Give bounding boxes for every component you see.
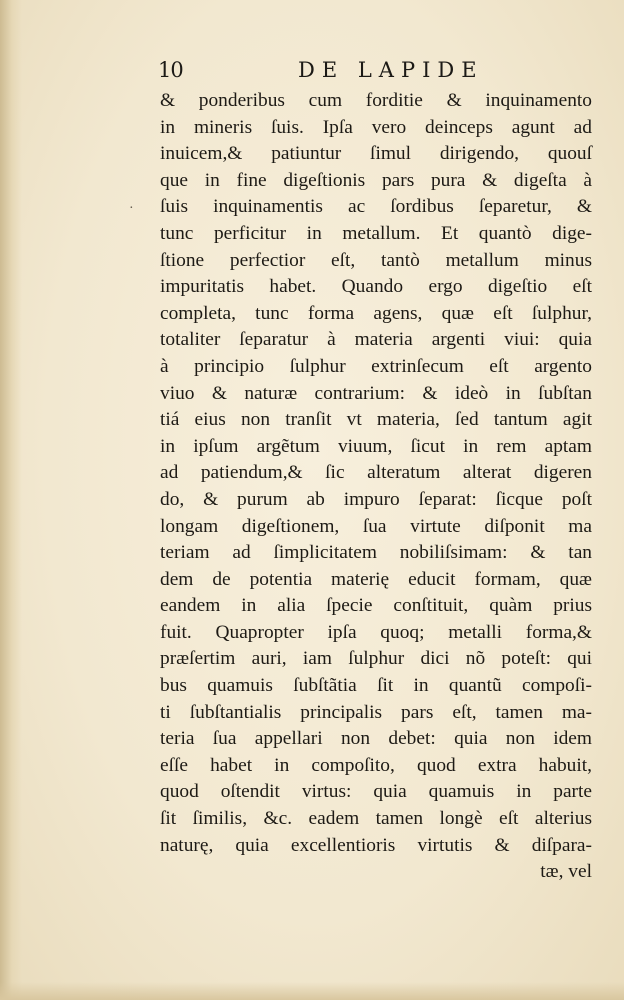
page-number: 10: [158, 58, 183, 82]
text-line: ſuis inquinamentis ac ſordibus ſeparetur, &: [160, 196, 592, 218]
text-line: quod oſtendit virtus: quia quamuis in parte: [160, 781, 592, 803]
running-head: DE LAPIDE: [298, 58, 484, 82]
text-line: & ponderibus cum forditie & inquinamento: [160, 90, 592, 111]
text-line: naturę, quia excellentioris virtutis & diſpara-: [160, 834, 592, 856]
text-line: in mineris ſuis. Ipſa vero deinceps agunt ad: [160, 116, 592, 138]
text-line: dem de potentia materię educit formam, quæ: [160, 568, 592, 590]
text-line: completa, tunc forma agens, quæ eſt ſulphur,: [160, 302, 592, 324]
page-left-edge: [0, 0, 22, 1000]
body-text: [160, 88, 592, 886]
catchword-line: tæ, vel: [540, 861, 592, 883]
text-line: à principio ſulphur extrinſecum eſt argento: [160, 355, 592, 377]
page-header: [158, 54, 593, 88]
text-line: ti ſubſtantialis principalis pars eſt, tamen ma-: [160, 701, 592, 723]
text-line: teria ſua appellari non debet: quia non idem: [160, 728, 592, 750]
text-line: in ipſum argẽtum viuum, ſicut in rem aptam: [160, 435, 592, 457]
text-line: longam digeſtionem, ſua virtute diſponit ma: [160, 515, 592, 537]
text-line: impuritatis habet. Quando ergo digeſtio eſt: [160, 276, 592, 298]
text-line: ſit ſimilis, &c. eadem tamen longè eſt alterius: [160, 808, 592, 830]
page-bottom-edge: [0, 982, 624, 1000]
text-line: eandem in alia ſpecie conſtituit, quàm prius: [160, 595, 592, 617]
text-line: fuit. Quapropter ipſa quoq; metalli forma,&: [160, 621, 592, 643]
text-line: do, & purum ab impuro ſeparat: ſicque poſt: [160, 488, 592, 510]
text-line: ſtione perfectior eſt, tantò metallum minus: [160, 249, 592, 271]
text-line: præſertim auri, iam ſulphur dici nõ poteſt: qui: [160, 648, 592, 670]
text-line: teriam ad ſimplicitatem nobiliſsimam: & tan: [160, 542, 592, 564]
margin-mark: ·: [129, 201, 134, 216]
text-line: totaliter ſeparatur à materia argenti viui: quia: [160, 329, 592, 351]
text-line: bus quamuis ſubſtãtia ſit in quantũ compoſi-: [160, 675, 592, 697]
text-line: tiá eius non tranſit vt materia, ſed tantum agit: [160, 409, 592, 431]
text-line: que in fine digeſtionis pars pura & digeſta à: [160, 169, 592, 191]
text-line: viuo & naturæ contrarium: & ideò in ſubſtan: [160, 382, 592, 404]
text-line: tunc perficitur in metallum. Et quantò dige-: [160, 222, 592, 244]
text-line: eſſe habet in compoſito, quod extra habuit,: [160, 754, 592, 776]
text-line: ad patiendum,& ſic alteratum alterat digeren: [160, 462, 592, 484]
text-line: inuicem,& patiuntur ſimul dirigendo, quouſ: [160, 143, 592, 165]
